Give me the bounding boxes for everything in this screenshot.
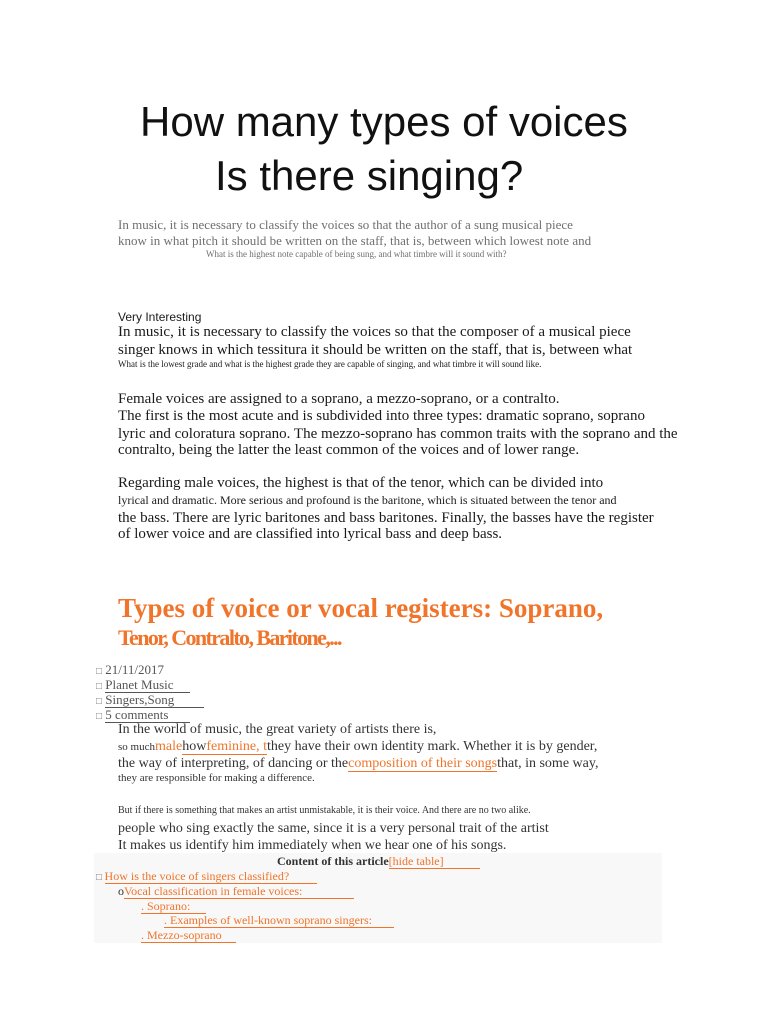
toc-item[interactable]: oVocal classification in female voices: [118,884,354,898]
comments-label: comments [111,707,169,722]
article-body-line: so muchmalehowfeminine, tthey have their own identity mark. Whether it is by gender, [118,739,598,754]
toc-circle-icon: o [118,884,124,898]
page-title-line2: Is there singing? [215,152,524,199]
paragraph-line: the bass. There are lyric baritones and bass baritones. Finally, the basses have the register [118,510,654,526]
article-body-line: But if there is something that makes an artist unmistakable, it is their voice. And there are no two alike. [118,805,531,816]
intro-line: What is the highest note capable of being sung, and what timbre will it sound with? [206,249,507,259]
paragraph-line: In music, it is necessary to classify the voices so that the composer of a musical piece [118,324,631,340]
paragraph-line: lyrical and dramatic. More serious and profound is the baritone, which is situated between the tenor and [118,493,617,507]
categories-link[interactable]: Singers,Song [105,692,204,708]
date-text: 21/11/2017 [105,662,165,677]
intro-line: know in what pitch it should be written on the staff, that is, between which lowest note and [118,233,592,248]
comment-icon: □ [96,711,103,722]
paragraph-line: The first is the most acute and is subdivided into three types: dramatic soprano, soprano [118,408,645,424]
toc-item[interactable]: . Soprano: [141,899,206,913]
author-link[interactable]: Planet Music [105,677,189,693]
article-body-line: they are responsible for making a difference. [118,772,315,784]
paragraph-line: What is the lowest grade and what is the highest grade they are capable of singing, and what timbre it will sound like. [118,359,542,369]
toc-toggle[interactable]: [hide table] [389,854,480,869]
feminine-link[interactable]: feminine, t [206,739,267,754]
paragraph-line: contralto, being the latter the least common of the voices and of lower range. [118,442,580,458]
toc-bullet-icon: □ [96,872,105,883]
article-body-line: It makes us identify him immediately when we hear one of his songs. [118,838,507,853]
toc-item[interactable]: □ How is the voice of singers classified? [96,869,317,885]
article-body-line: the way of interpreting, of dancing or thecomposition of their songsthat, in some way, [118,756,599,771]
article-heading-line2: Tenor, Contralto, Baritone,... [118,625,341,650]
toc-header [277,854,480,869]
calendar-icon: □ [96,666,103,677]
comments-count: 5 [105,707,112,722]
how-link[interactable]: how [182,739,207,754]
paragraph-line: Regarding male voices, the highest is that of the tenor, which can be divided into [118,475,604,491]
toc-title: Content of this article [277,854,389,868]
folder-icon: □ [96,696,103,707]
article-body-line: In the world of music, the great variety of artists there is, [118,722,437,737]
comments-link[interactable] [105,707,190,723]
male-link[interactable]: male [154,739,183,754]
article-body-line: people who sing exactly the same, since it is a very personal trait of the artist [118,821,549,836]
page-title-line1: How many types of voices [140,98,628,145]
section-label: Very Interesting [118,310,202,324]
paragraph-line: singer knows in which tessitura it should be written on the staff, that is, between what [118,342,633,358]
article-heading-line1: Types of voice or vocal registers: Soprano, [118,593,604,623]
toc-item[interactable]: . Mezzo-soprano [141,928,236,942]
hide-table-link[interactable]: hide table [392,854,440,868]
paragraph-line: Female voices are assigned to a soprano, a mezzo-soprano, or a contralto. [118,391,560,407]
composition-link[interactable]: composition of their songs [348,756,498,771]
toc-item[interactable]: . Examples of well-known soprano singers: [164,913,394,927]
user-icon: □ [96,681,103,692]
intro-line: In music, it is necessary to classify the voices so that the author of a sung musical piece [118,217,573,232]
paragraph-line: lyric and coloratura soprano. The mezzo-soprano has common traits with the soprano and the [118,426,678,442]
paragraph-line: of lower voice and are classified into lyrical bass and deep bass. [118,526,503,542]
